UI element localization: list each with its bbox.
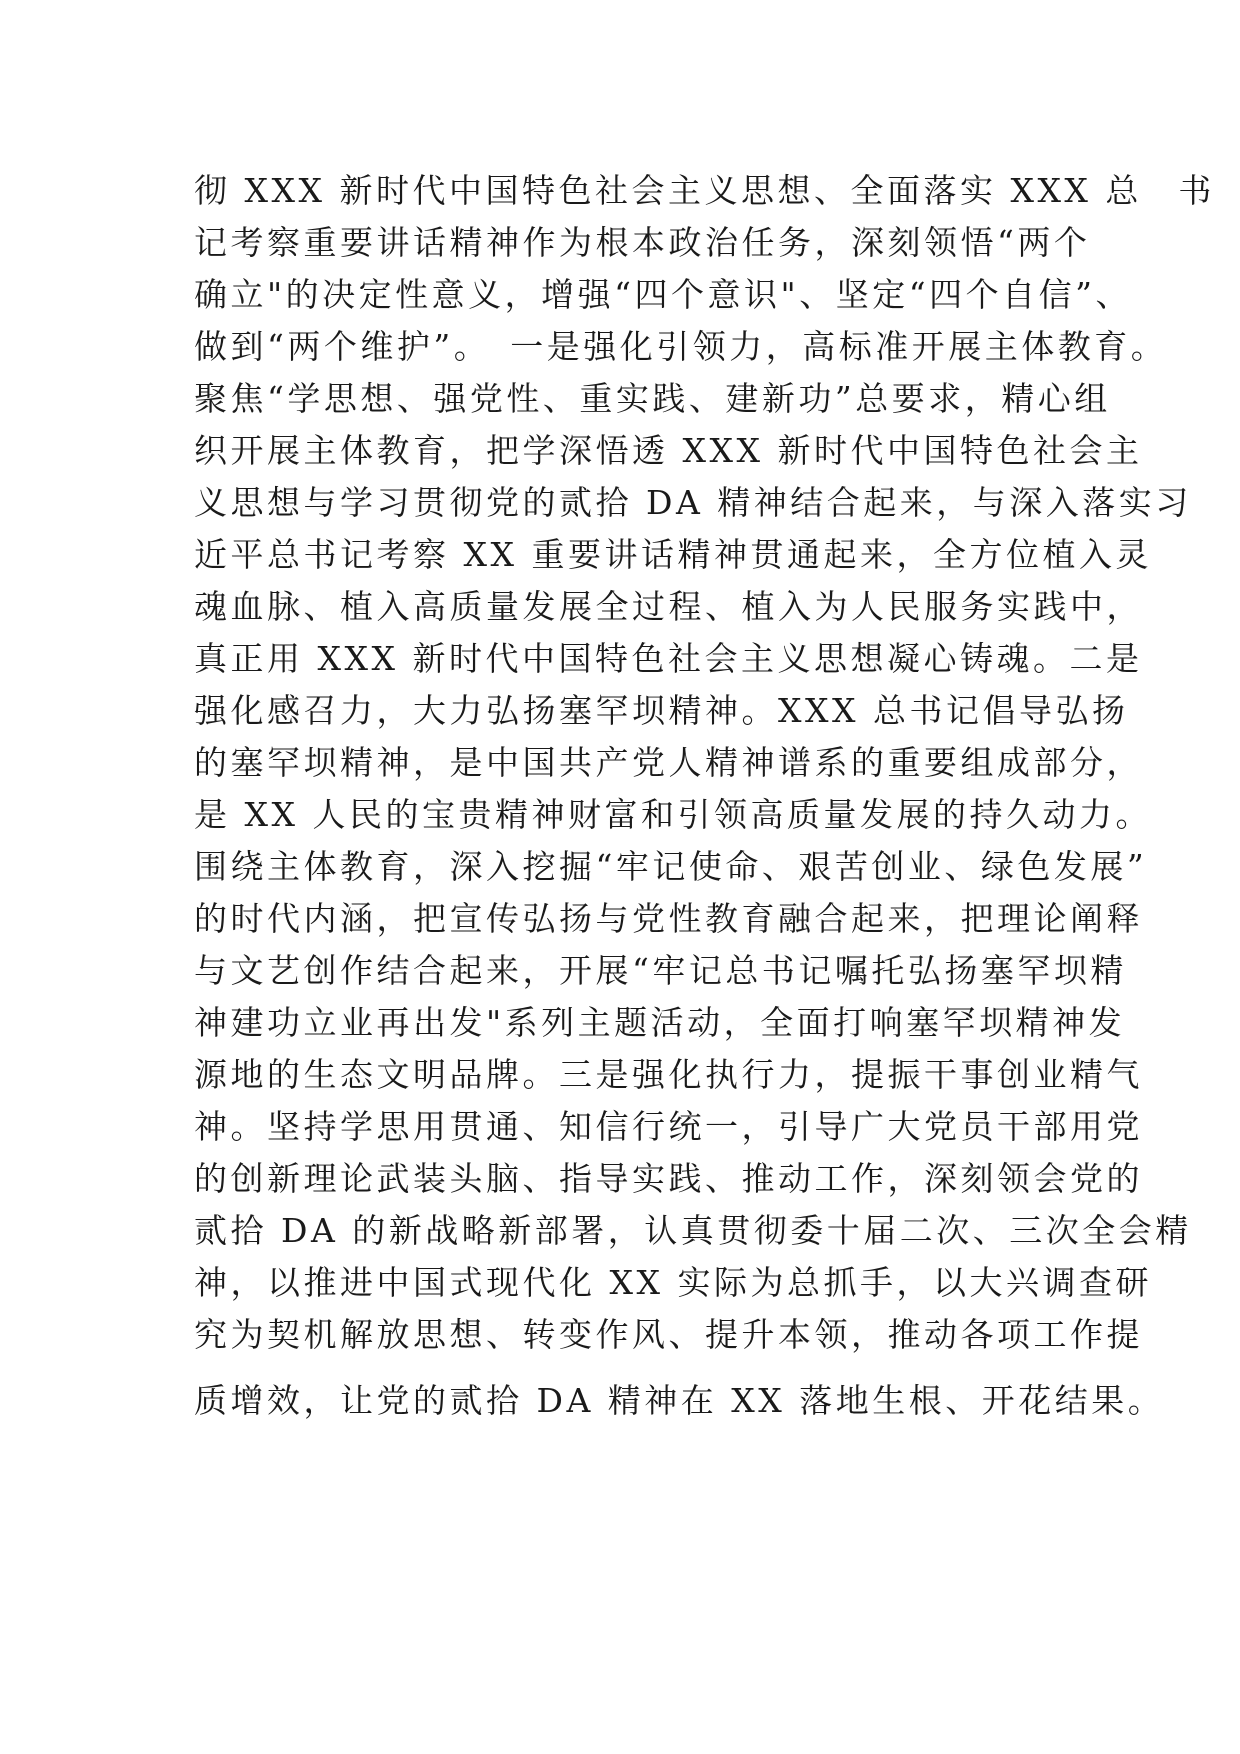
text-line: 真正用 XXX 新时代中国特色社会主义思想凝心铸魂。二是 — [194, 639, 1143, 678]
text-line: 做到“两个维护”。 一是强化引领力，高标准开展主体教育。 — [194, 327, 1168, 366]
text-line: 与文艺创作结合起来，开展“牢记总书记嘱托弘扬塞罕坝精 — [194, 951, 1127, 990]
text-line: 织开展主体教育，把学深悟透 XXX 新时代中国特色社会主 — [194, 431, 1143, 470]
text-line: 究为契机解放思想、转变作风、提升本领，推动各项工作提 — [194, 1315, 1143, 1354]
text-line: 义思想与学习贯彻党的贰拾 DA 精神结合起来，与深入落实习 — [194, 483, 1192, 522]
text-line: 记考察重要讲话精神作为根本政治任务，深刻领悟“两个 — [194, 223, 1091, 262]
text-line: 贰拾 DA 的新战略新部署，认真贯彻委十届二次、三次全会精 — [194, 1211, 1192, 1250]
text-line: 神。坚持学思用贯通、知信行统一，引导广大党员干部用党 — [194, 1107, 1143, 1146]
text-line: 聚焦“学思想、强党性、重实践、建新功”总要求，精心组 — [194, 379, 1111, 418]
text-line: 的时代内涵，把宣传弘扬与党性教育融合起来，把理论阐释 — [194, 899, 1143, 938]
text-line: 神，以推进中国式现代化 XX 实际为总抓手，以大兴调查研 — [194, 1263, 1152, 1302]
text-line: 确立"的决定性意义，增强“四个意识"、坚定“四个自信”、 — [194, 275, 1132, 314]
text-line: 的塞罕坝精神，是中国共产党人精神谱系的重要组成部分， — [194, 743, 1143, 782]
text-line: 质增效，让党的贰拾 DA 精神在 XX 落地生根、开花结果。 — [194, 1381, 1165, 1420]
text-line: 强化感召力，大力弘扬塞罕坝精神。XXX 总书记倡导弘扬 — [194, 691, 1129, 730]
body-text — [194, 165, 1215, 1427]
text-line: 近平总书记考察 XX 重要讲话精神贯通起来，全方位植入灵 — [194, 535, 1152, 574]
text-line: 神建功立业再出发"系列主题活动，全面打响塞罕坝精神发 — [194, 1003, 1126, 1042]
text-line: 源地的生态文明品牌。三是强化执行力，提振干事创业精气 — [194, 1055, 1143, 1094]
text-line: 围绕主体教育，深入挖掘“牢记使命、艰苦创业、绿色发展” — [194, 847, 1148, 886]
text-line: 彻 XXX 新时代中国特色社会主义思想、全面落实 XXX 总 书 — [194, 171, 1215, 210]
text-line: 魂血脉、植入高质量发展全过程、植入为人民服务实践中， — [194, 587, 1143, 626]
text-line: 是 XX 人民的宝贵精神财富和引领高质量发展的持久动力。 — [194, 795, 1152, 834]
text-line: 的创新理论武装头脑、指导实践、推动工作，深刻领会党的 — [194, 1159, 1143, 1198]
